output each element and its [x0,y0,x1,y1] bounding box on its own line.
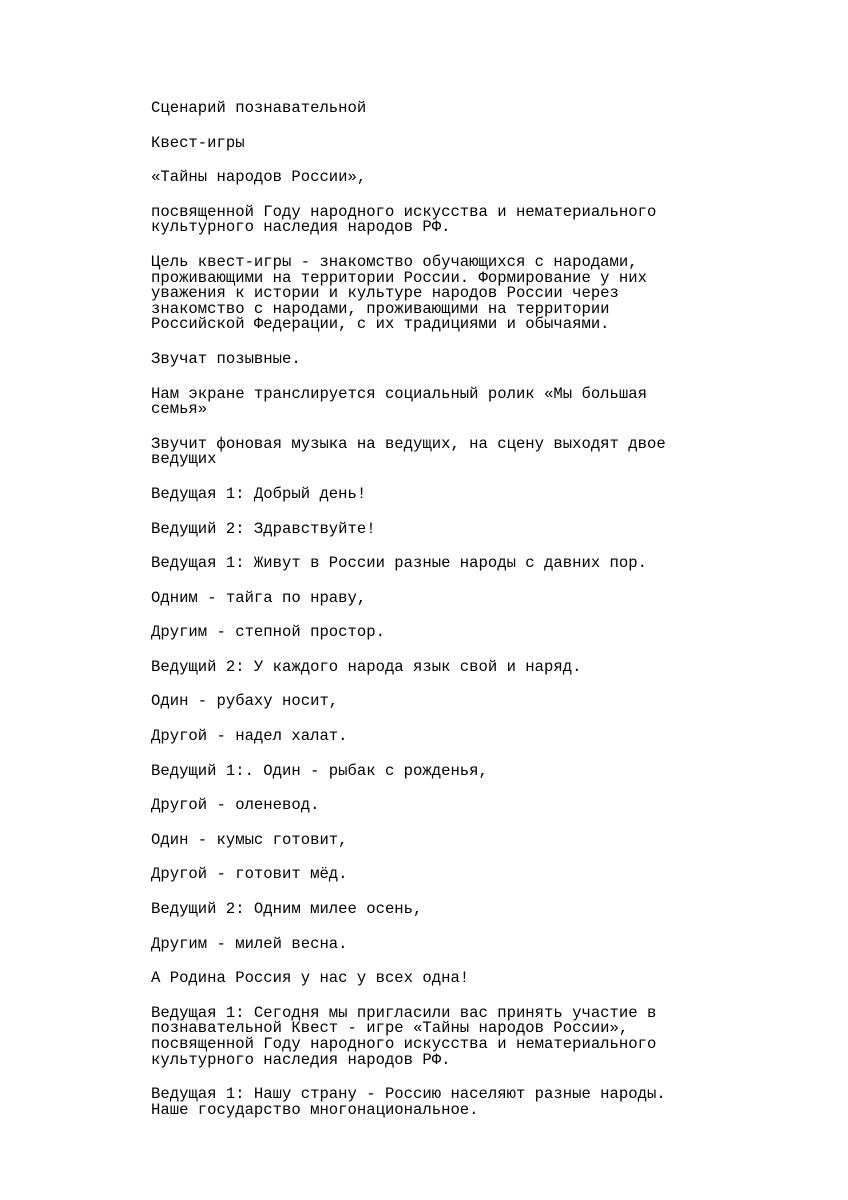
dialogue-line: Ведущий 1:. Один - рыбак с рожденья, [151,761,488,780]
goal-paragraph: Цель квест-игры - знакомство обучающихся с народами, проживающими на территории России. Формирование у них уважения к истории и культуре народов России через знакомство с народами, проживающими на территории Российской Федерации, с их традициями и обычаями. [151,252,647,334]
dialogue-line: Ведущий 2: Одним милее осень, [151,900,423,919]
doc-title-line: Сценарий познавательной [151,99,367,117]
stage-direction: Нам экране транслируется социальный ролик «Мы большая семья» [151,384,647,419]
verse-line: Одним - тайга по нраву, [151,588,367,607]
verse-line: Другой - готовит мёд. [151,865,348,884]
dialogue-line: Ведущий 2: У каждого народа язык свой и наряд. [151,657,582,676]
verse-line: А Родина Россия у нас у всех одна! [151,969,470,988]
document-body [151,101,731,1137]
dialogue-line: Ведущая 1: Добрый день! [151,484,367,503]
verse-line: Другой - оленевод. [151,796,320,815]
doc-title-line: «Тайны народов России», [151,168,367,187]
dialogue-line: Ведущая 1: Сегодня мы пригласили вас принять участие в познавательной Квест - игре «Тайны народов России», посвященной Году народного искусства и нематериального культурного наследия народов РФ. [151,1003,657,1069]
dialogue-line: Ведущий 2: Здравствуйте! [151,519,376,538]
dialogue-line: Ведущая 1: Живут в России разные народы с давних пор. [151,554,647,573]
dialogue-line: Ведущая 1: Нашу страну - Россию населяют разные народы. Наше государство многонациональное. [151,1085,666,1119]
verse-line: Другой - надел халат. [151,727,348,746]
doc-subtitle: посвященной Году народного искусства и нематериального культурного наследия народов РФ. [151,202,657,237]
verse-line: Другим - милей весна. [151,934,348,953]
stage-direction: Звучит фоновая музыка на ведущих, на сцену выходят двое ведущих [151,434,666,469]
verse-line: Другим - степной простор. [151,623,385,642]
verse-line: Один - рубаху носит, [151,692,339,711]
doc-title-line: Квест-игры [151,133,245,152]
verse-line: Один - кумыс готовит, [151,830,348,849]
stage-direction: Звучат позывные. [151,349,301,368]
